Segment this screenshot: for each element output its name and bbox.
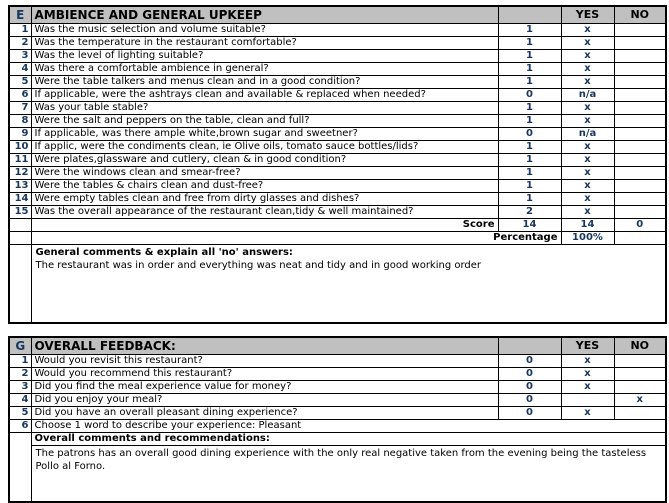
table-row bbox=[9, 24, 666, 37]
percentage-label: Percentage bbox=[31, 232, 561, 245]
percentage-row bbox=[9, 232, 666, 245]
comments-header: Overall comments and recommendations: bbox=[31, 433, 666, 446]
table-row bbox=[9, 76, 666, 89]
question-cell: Was the temperature in the restaurant comfortable? bbox=[31, 37, 498, 50]
no-cell bbox=[614, 37, 666, 50]
value-cell: 1 bbox=[498, 167, 561, 180]
question-cell: Were the windows clean and smear-free? bbox=[31, 167, 498, 180]
table-row bbox=[9, 355, 666, 368]
value-cell: 2 bbox=[498, 206, 561, 219]
value-cell: 1 bbox=[498, 154, 561, 167]
yes-cell: n/a bbox=[561, 89, 614, 102]
question-cell: Was your table stable? bbox=[31, 102, 498, 115]
comments-box bbox=[31, 245, 666, 324]
row-number: 5 bbox=[9, 76, 31, 89]
row-number: 7 bbox=[9, 102, 31, 115]
score-column-header bbox=[498, 337, 561, 355]
percentage-value-cell: 100% bbox=[561, 232, 614, 245]
no-cell bbox=[614, 381, 666, 394]
table-row bbox=[9, 407, 666, 420]
comments-text: The restaurant was in order and everything was neat and tidy and in good working order bbox=[35, 260, 482, 271]
yes-cell: x bbox=[561, 76, 614, 89]
section-g-table bbox=[8, 336, 667, 503]
table-row bbox=[9, 141, 666, 154]
section-e-header-row bbox=[9, 6, 666, 24]
score-column-header bbox=[498, 6, 561, 24]
comments-margin-cell bbox=[9, 245, 31, 324]
table-row bbox=[9, 381, 666, 394]
no-cell bbox=[614, 102, 666, 115]
score-yes-cell: 14 bbox=[561, 219, 614, 232]
no-cell bbox=[614, 407, 666, 420]
table-row bbox=[9, 102, 666, 115]
value-cell: 0 bbox=[498, 381, 561, 394]
question-cell: Did you enjoy your meal? bbox=[31, 394, 498, 407]
no-cell bbox=[614, 76, 666, 89]
yes-cell: n/a bbox=[561, 128, 614, 141]
no-cell bbox=[614, 141, 666, 154]
value-cell: 1 bbox=[498, 63, 561, 76]
row-number: 9 bbox=[9, 128, 31, 141]
no-cell: x bbox=[614, 394, 666, 407]
no-cell bbox=[614, 206, 666, 219]
choose-word-cell: Choose 1 word to describe your experience: Pleasant bbox=[31, 420, 666, 433]
yes-cell: x bbox=[561, 193, 614, 206]
question-cell: Were the salt and peppers on the table, clean and full? bbox=[31, 115, 498, 128]
table-row bbox=[9, 50, 666, 63]
comments-row bbox=[9, 245, 666, 324]
no-cell bbox=[614, 115, 666, 128]
yes-column-header: YES bbox=[561, 6, 614, 24]
yes-cell: x bbox=[561, 24, 614, 37]
no-cell bbox=[614, 63, 666, 76]
question-cell: Was the overall appearance of the restaurant clean,tidy & well maintained? bbox=[31, 206, 498, 219]
value-cell: 1 bbox=[498, 24, 561, 37]
yes-cell: x bbox=[561, 180, 614, 193]
section-letter: G bbox=[9, 337, 31, 355]
value-cell: 1 bbox=[498, 37, 561, 50]
value-cell: 0 bbox=[498, 394, 561, 407]
table-row bbox=[9, 89, 666, 102]
question-cell: Was the music selection and volume suitable? bbox=[31, 24, 498, 37]
section-title: OVERALL FEEDBACK: bbox=[31, 337, 498, 355]
table-row bbox=[9, 115, 666, 128]
score-total-cell: 14 bbox=[498, 219, 561, 232]
yes-cell: x bbox=[561, 102, 614, 115]
row-number: 2 bbox=[9, 37, 31, 50]
comments-header-row bbox=[9, 433, 666, 446]
yes-cell bbox=[561, 394, 614, 407]
question-cell: If applic, were the condiments clean, ie Olive oils, tomato sauce bottles/lids? bbox=[31, 141, 498, 154]
table-row bbox=[9, 206, 666, 219]
row-number: 8 bbox=[9, 115, 31, 128]
table-row bbox=[9, 128, 666, 141]
table-row bbox=[9, 37, 666, 50]
row-number: 4 bbox=[9, 394, 31, 407]
table-row bbox=[9, 63, 666, 76]
row-number: 5 bbox=[9, 407, 31, 420]
row-number: 6 bbox=[9, 420, 31, 433]
row-number: 3 bbox=[9, 50, 31, 63]
no-cell bbox=[614, 167, 666, 180]
question-cell: If applicable, were the ashtrays clean and available & replaced when needed? bbox=[31, 89, 498, 102]
comments-box bbox=[31, 446, 666, 503]
row-number: 1 bbox=[9, 24, 31, 37]
yes-cell: x bbox=[561, 115, 614, 128]
no-column-header: NO bbox=[614, 6, 666, 24]
question-cell: Would you revisit this restaurant? bbox=[31, 355, 498, 368]
value-cell: 0 bbox=[498, 128, 561, 141]
table-row bbox=[9, 368, 666, 381]
table-row bbox=[9, 154, 666, 167]
row-number: 13 bbox=[9, 180, 31, 193]
yes-cell: x bbox=[561, 154, 614, 167]
no-cell bbox=[614, 368, 666, 381]
value-cell: 1 bbox=[498, 102, 561, 115]
value-cell: 1 bbox=[498, 50, 561, 63]
row-number: 2 bbox=[9, 368, 31, 381]
no-cell bbox=[614, 154, 666, 167]
table-row bbox=[9, 394, 666, 407]
comments-text-row bbox=[9, 446, 666, 503]
yes-cell: x bbox=[561, 381, 614, 394]
row-number: 3 bbox=[9, 381, 31, 394]
question-cell: If applicable, was there ample white,brown sugar and sweetner? bbox=[31, 128, 498, 141]
row-number: 10 bbox=[9, 141, 31, 154]
row-number: 14 bbox=[9, 193, 31, 206]
no-column-header: NO bbox=[614, 337, 666, 355]
row-number bbox=[9, 219, 31, 232]
row-number: 4 bbox=[9, 63, 31, 76]
question-cell: Was there a comfortable ambience in general? bbox=[31, 63, 498, 76]
comments-margin-cell bbox=[9, 433, 31, 503]
yes-cell: x bbox=[561, 141, 614, 154]
row-number: 6 bbox=[9, 89, 31, 102]
score-label: Score bbox=[31, 219, 498, 232]
yes-cell: x bbox=[561, 206, 614, 219]
value-cell: 1 bbox=[498, 141, 561, 154]
value-cell: 1 bbox=[498, 193, 561, 206]
value-cell: 1 bbox=[498, 115, 561, 128]
question-cell: Were empty tables clean and free from dirty glasses and dishes? bbox=[31, 193, 498, 206]
question-cell: Did you have an overall pleasant dining experience? bbox=[31, 407, 498, 420]
yes-cell: x bbox=[561, 37, 614, 50]
section-g-header-row bbox=[9, 337, 666, 355]
choose-word-row bbox=[9, 420, 666, 433]
value-cell: 0 bbox=[498, 407, 561, 420]
yes-cell: x bbox=[561, 355, 614, 368]
no-cell bbox=[614, 128, 666, 141]
section-title: AMBIENCE AND GENERAL UPKEEP bbox=[31, 6, 498, 24]
yes-cell: x bbox=[561, 407, 614, 420]
question-cell: Did you find the meal experience value for money? bbox=[31, 381, 498, 394]
yes-cell: x bbox=[561, 50, 614, 63]
question-cell: Would you recommend this restaurant? bbox=[31, 368, 498, 381]
section-letter: E bbox=[9, 6, 31, 24]
no-cell bbox=[614, 193, 666, 206]
yes-cell: x bbox=[561, 368, 614, 381]
value-cell: 1 bbox=[498, 180, 561, 193]
section-e-table bbox=[8, 5, 667, 324]
no-cell bbox=[614, 180, 666, 193]
table-row bbox=[9, 180, 666, 193]
comments-header: General comments & explain all 'no' answers: bbox=[35, 247, 293, 258]
percentage-no-cell bbox=[614, 232, 666, 245]
no-cell bbox=[614, 355, 666, 368]
no-cell bbox=[614, 89, 666, 102]
question-cell: Were the table talkers and menus clean and in a good condition? bbox=[31, 76, 498, 89]
row-number: 15 bbox=[9, 206, 31, 219]
row-number: 12 bbox=[9, 167, 31, 180]
no-cell bbox=[614, 24, 666, 37]
question-cell: Were the tables & chairs clean and dust-free? bbox=[31, 180, 498, 193]
comments-text: The patrons has an overall good dining experience with the only real negative taken from the evening being the tasteless Pollo al Forno. bbox=[35, 448, 647, 472]
score-no-cell: 0 bbox=[614, 219, 666, 232]
question-cell: Were plates,glassware and cutlery, clean & in good condition? bbox=[31, 154, 498, 167]
yes-cell: x bbox=[561, 63, 614, 76]
value-cell: 0 bbox=[498, 355, 561, 368]
yes-cell: x bbox=[561, 167, 614, 180]
no-cell bbox=[614, 50, 666, 63]
yes-column-header: YES bbox=[561, 337, 614, 355]
value-cell: 1 bbox=[498, 76, 561, 89]
question-cell: Was the level of lighting suitable? bbox=[31, 50, 498, 63]
score-row bbox=[9, 219, 666, 232]
row-number bbox=[9, 232, 31, 245]
value-cell: 0 bbox=[498, 368, 561, 381]
table-row bbox=[9, 193, 666, 206]
row-number: 11 bbox=[9, 154, 31, 167]
table-row bbox=[9, 167, 666, 180]
value-cell: 0 bbox=[498, 89, 561, 102]
row-number: 1 bbox=[9, 355, 31, 368]
